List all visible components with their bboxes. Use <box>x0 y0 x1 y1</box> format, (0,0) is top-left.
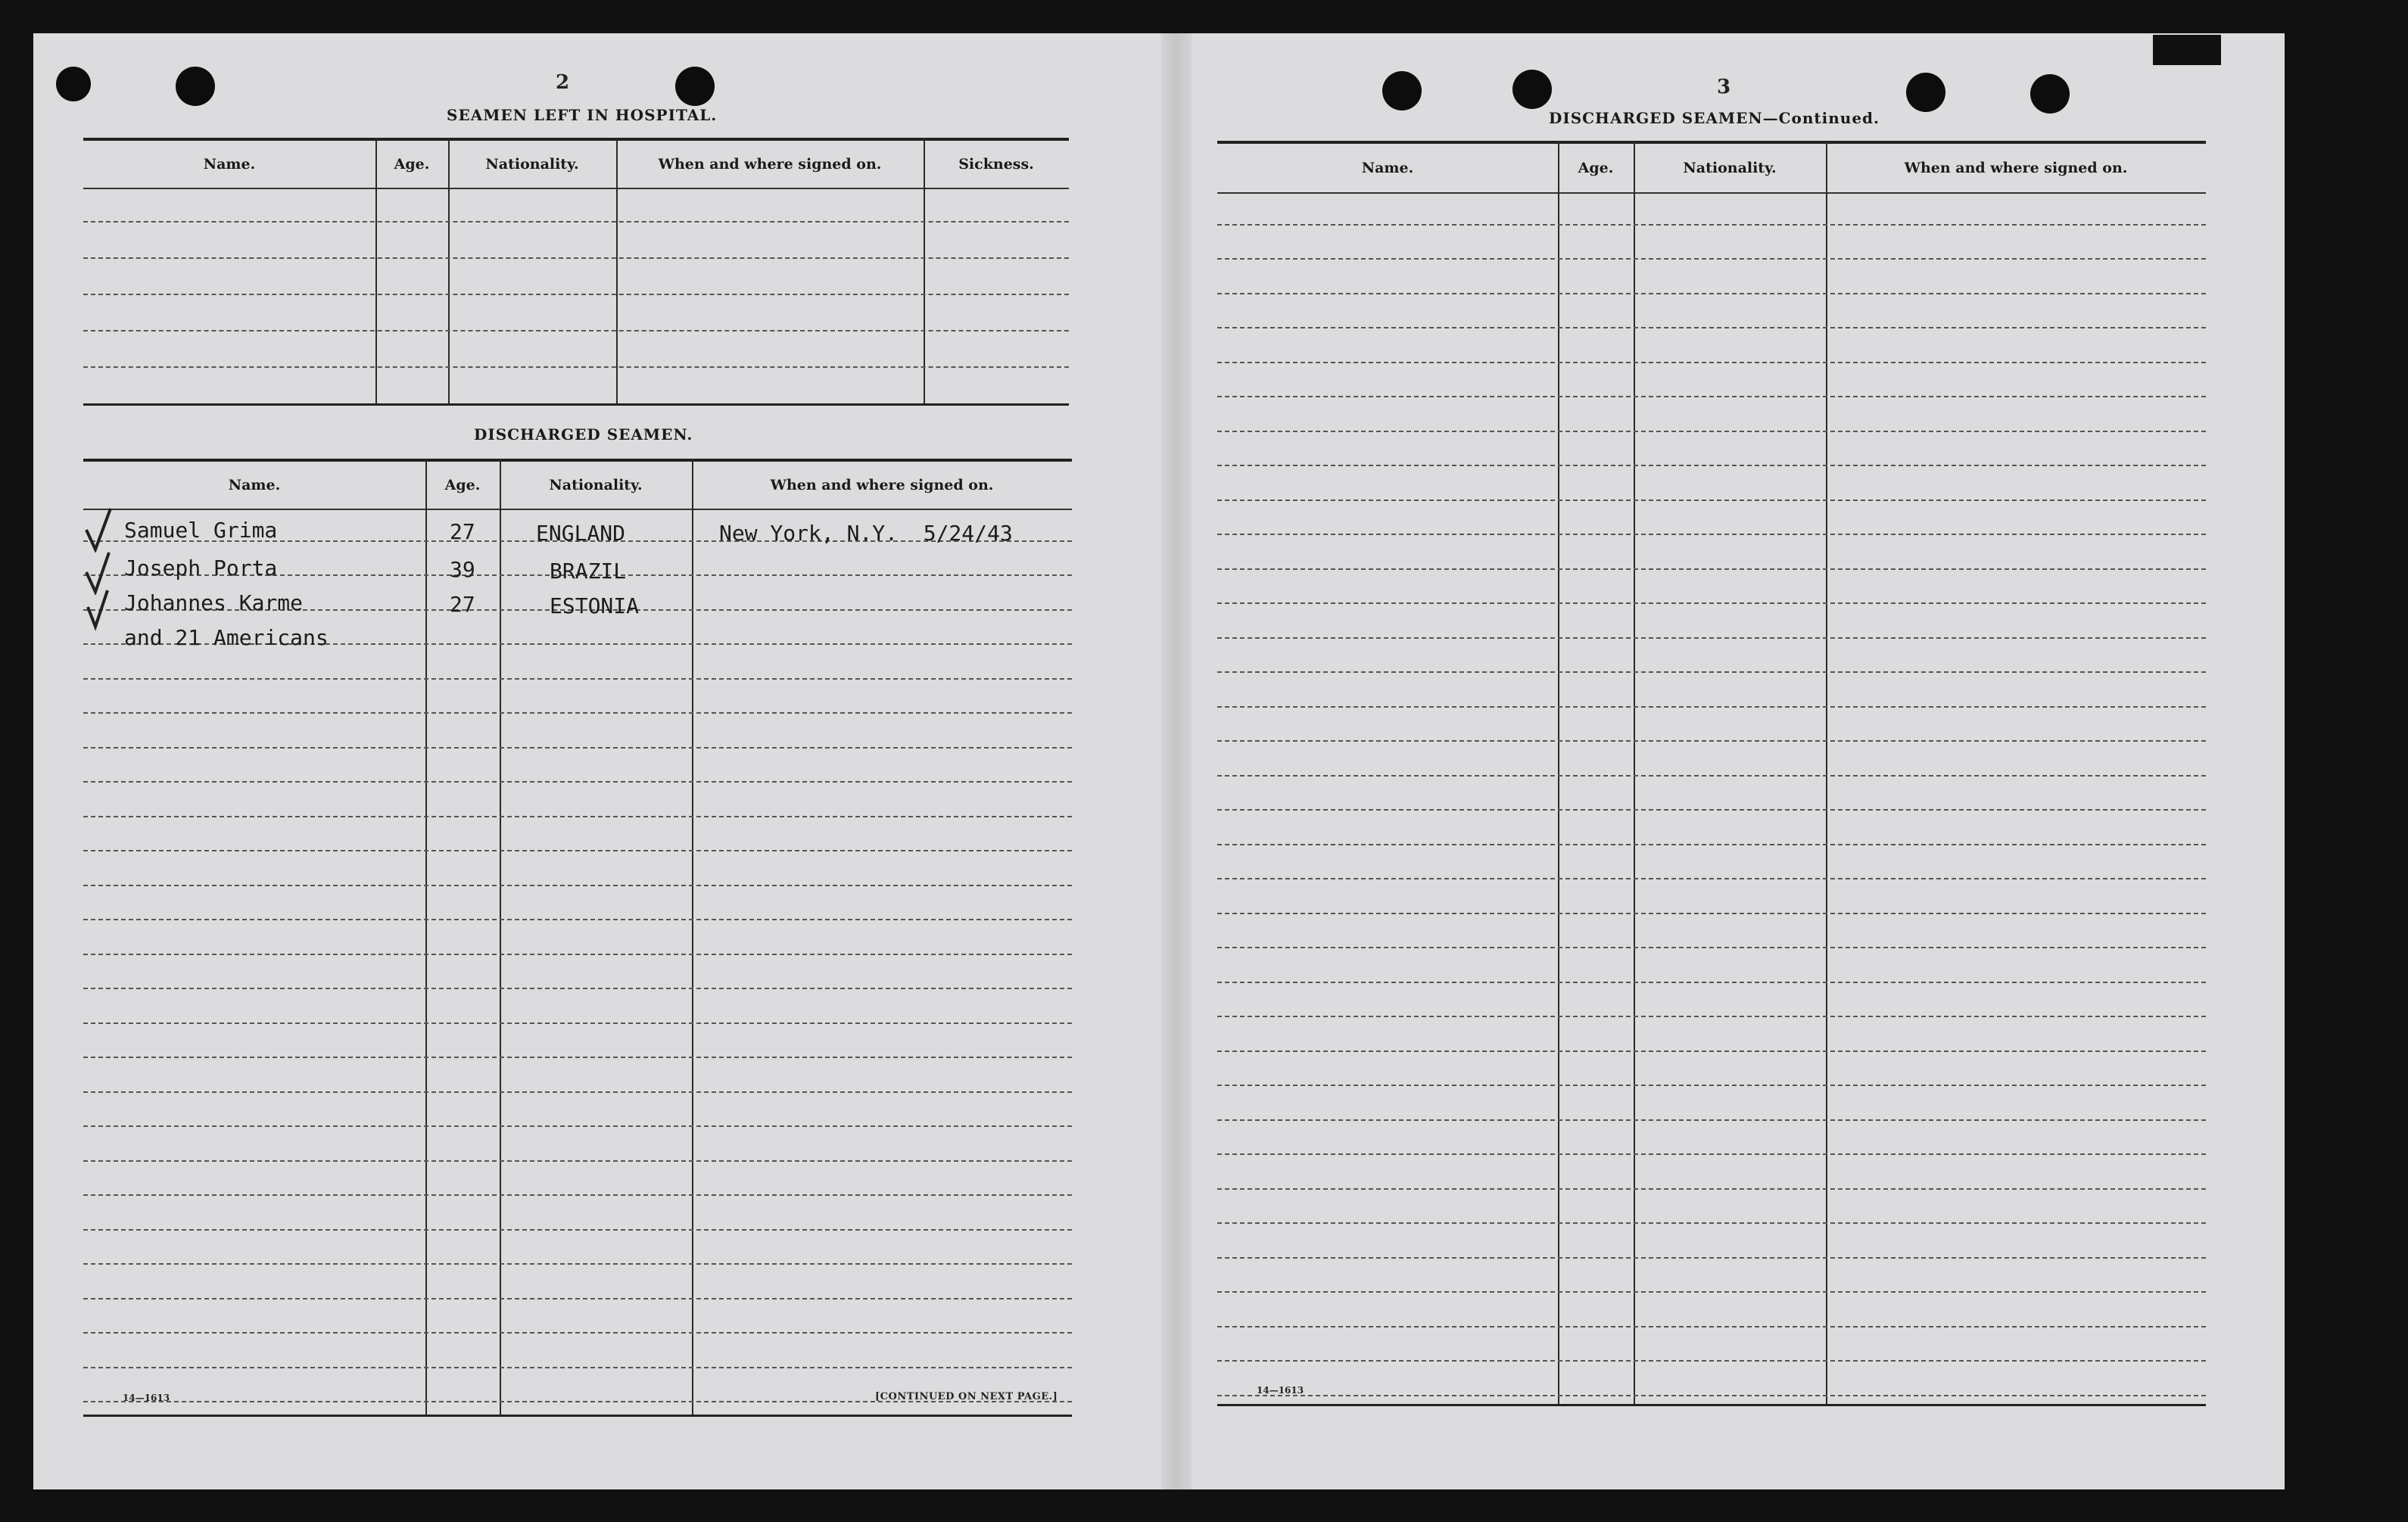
seaman-age: 39 <box>450 557 475 582</box>
header-signed-on: When and where signed on. <box>658 156 882 173</box>
column-divider <box>1826 141 1827 1406</box>
ruled-line <box>1217 1222 2206 1224</box>
seaman-name: Samuel Grima <box>124 518 278 543</box>
ruled-line <box>83 1160 1072 1162</box>
ruled-line <box>83 816 1072 817</box>
ruled-line <box>83 1367 1072 1368</box>
continued-note: [CONTINUED ON NEXT PAGE.] <box>875 1391 1058 1402</box>
checkmark-icon <box>83 507 114 552</box>
column-divider <box>375 138 377 406</box>
header-nationality: Nationality. <box>1683 160 1777 176</box>
ruled-line <box>83 221 1069 223</box>
ruled-line <box>83 1298 1072 1299</box>
discharged-section-title: DISCHARGED SEAMEN. <box>474 425 693 444</box>
ruled-line <box>83 988 1072 989</box>
page-number-left: 2 <box>556 71 570 94</box>
ruled-line <box>1217 258 2206 260</box>
ruled-line <box>83 781 1072 783</box>
ruled-line <box>83 330 1069 331</box>
ruled-line <box>1217 534 2206 535</box>
hospital-section-title: SEAMEN LEFT IN HOSPITAL. <box>447 106 718 124</box>
ruled-line <box>83 1057 1072 1058</box>
ruled-line <box>1217 1360 2206 1362</box>
ruled-line <box>1217 844 2206 845</box>
ruled-line <box>83 366 1069 368</box>
header-age: Age. <box>1578 160 1614 176</box>
seaman-name: and 21 Americans <box>124 625 329 650</box>
ruled-line <box>1217 913 2206 914</box>
continued-table-header <box>1217 141 2206 194</box>
seaman-age: 27 <box>450 519 475 544</box>
ruled-line <box>1217 1085 2206 1086</box>
header-nationality: Nationality. <box>485 156 579 173</box>
ruled-line <box>1217 809 2206 811</box>
ruled-line <box>1217 1291 2206 1293</box>
ruled-line <box>1217 947 2206 948</box>
ruled-line <box>1217 465 2206 466</box>
ruled-line <box>83 1022 1072 1024</box>
column-divider <box>616 138 618 406</box>
column-divider <box>692 459 693 1417</box>
ruled-line <box>1217 431 2206 432</box>
column-divider <box>425 459 427 1417</box>
ruled-line <box>1217 568 2206 570</box>
seaman-nationality: ESTONIA <box>550 593 640 618</box>
discharged-continued-title: DISCHARGED SEAMEN—Continued. <box>1549 109 1880 127</box>
seaman-name: Johannes Karme <box>124 590 304 615</box>
ruled-line <box>1217 362 2206 363</box>
header-name: Name. <box>228 477 281 493</box>
column-divider <box>448 138 450 406</box>
ruled-line <box>1217 1326 2206 1327</box>
hospital-table-header <box>83 138 1069 189</box>
ruled-line <box>1217 1016 2206 1017</box>
seaman-nationality: ENGLAND <box>536 521 626 546</box>
ruled-line <box>1217 740 2206 742</box>
checkmark-icon <box>85 586 115 631</box>
ruled-line <box>83 747 1072 749</box>
ruled-line <box>1217 1188 2206 1190</box>
column-divider <box>1558 141 1559 1406</box>
ruled-line <box>1217 671 2206 673</box>
ruled-line <box>83 1194 1072 1196</box>
ruled-line <box>83 1091 1072 1093</box>
seaman-name: Joseph Porta <box>124 556 278 580</box>
ruled-line <box>1217 224 2206 226</box>
punch-hole <box>1906 73 1945 112</box>
header-name: Name. <box>203 156 256 173</box>
table-bottom-rule <box>1217 1404 2206 1406</box>
hospital-table <box>83 138 1069 406</box>
form-code-left: 14—1613 <box>123 1393 170 1403</box>
punch-hole <box>56 67 91 101</box>
ruled-line <box>1217 293 2206 294</box>
punch-hole <box>2030 74 2070 114</box>
table-bottom-rule <box>83 403 1069 406</box>
column-divider <box>1634 141 1635 1406</box>
ruled-line <box>83 712 1072 714</box>
column-divider <box>500 459 501 1417</box>
header-signed-on: When and where signed on. <box>770 477 994 493</box>
discharged-continued-table <box>1217 141 2206 1406</box>
seaman-nationality: BRAZIL <box>550 559 627 584</box>
ruled-line <box>83 1125 1072 1127</box>
punch-hole <box>176 67 215 106</box>
column-divider <box>924 138 925 406</box>
ruled-line <box>1217 1050 2206 1052</box>
punch-hole <box>1512 70 1552 109</box>
header-name: Name. <box>1361 160 1414 176</box>
ruled-line <box>1217 396 2206 397</box>
ruled-line <box>1217 1395 2206 1396</box>
punch-hole <box>1382 71 1422 110</box>
table-bottom-rule <box>83 1415 1072 1417</box>
ruled-line <box>83 294 1069 295</box>
ruled-line <box>83 885 1072 886</box>
torn-corner <box>2153 35 2221 65</box>
ruled-line <box>83 1229 1072 1231</box>
page-fold <box>1161 33 1192 1489</box>
ruled-line <box>1217 1257 2206 1259</box>
ruled-line <box>1217 775 2206 777</box>
header-nationality: Nationality. <box>549 477 643 493</box>
ruled-line <box>83 1263 1072 1265</box>
ruled-line <box>1217 1119 2206 1121</box>
seaman-signed-on: New York, N.Y. 5/24/43 <box>719 521 1013 546</box>
header-signed-on: When and where signed on. <box>1904 160 2128 176</box>
ruled-line <box>83 678 1072 680</box>
ruled-line <box>1217 878 2206 879</box>
ledger-sheet <box>33 33 2285 1489</box>
ruled-line <box>83 1332 1072 1334</box>
discharged-table-header <box>83 459 1072 510</box>
seaman-age: 27 <box>450 592 475 617</box>
form-code-right: 14—1613 <box>1257 1385 1304 1396</box>
ruled-line <box>1217 1153 2206 1155</box>
header-age: Age. <box>444 477 481 493</box>
header-sickness: Sickness. <box>958 156 1034 173</box>
header-age: Age. <box>394 156 430 173</box>
ruled-line <box>83 257 1069 259</box>
ruled-line <box>1217 982 2206 983</box>
ruled-line <box>1217 602 2206 604</box>
page-number-right: 3 <box>1717 76 1731 98</box>
ruled-line <box>83 919 1072 920</box>
ruled-line <box>1217 327 2206 328</box>
ruled-line <box>1217 637 2206 639</box>
punch-hole <box>675 67 715 106</box>
ruled-line <box>1217 500 2206 501</box>
ruled-line <box>83 954 1072 955</box>
ruled-line <box>83 850 1072 851</box>
ruled-line <box>1217 706 2206 708</box>
